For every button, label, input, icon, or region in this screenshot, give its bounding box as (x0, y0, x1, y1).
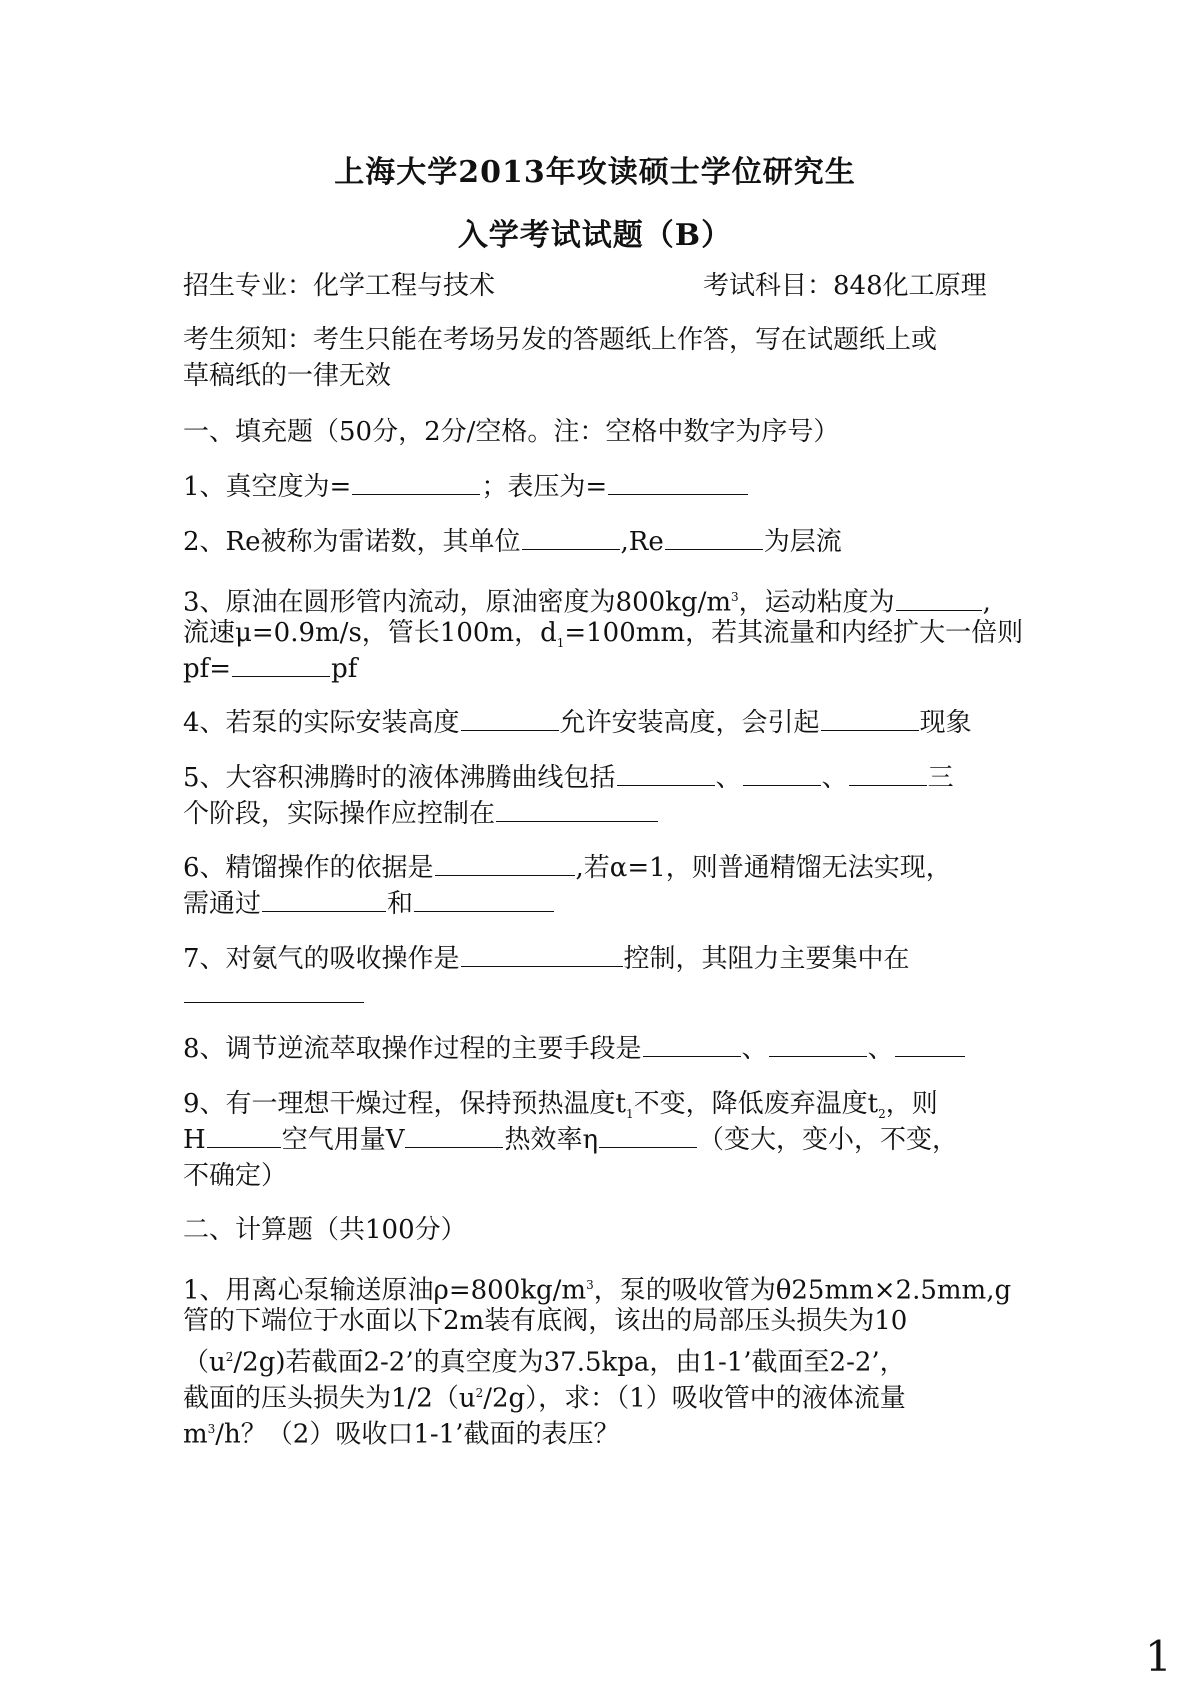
notice-line-2: 草稿纸的一律无效 (183, 361, 392, 391)
answer-blank[interactable] (643, 1032, 741, 1057)
answer-blank[interactable] (769, 1032, 867, 1057)
answer-blank[interactable] (608, 470, 748, 495)
answer-blank[interactable] (232, 652, 330, 677)
question-1-3-line3: pf= pf (183, 654, 358, 684)
answer-blank[interactable] (184, 978, 364, 1003)
answer-blank[interactable] (821, 706, 919, 731)
question-1-6-line1: 6、精馏操作的依据是 ,若α=1，则普通精馏无法实现， (183, 853, 952, 883)
major-label: 招生专业：化学工程与技术 (183, 271, 496, 301)
answer-blank[interactable] (405, 1123, 503, 1148)
calc-question-1-line4: 截面的压头损失为$1/2(u^2/2g)$，求：（1）吸收管中的液体流量 (183, 1383, 906, 1414)
calc-question-1-line1: 1、用离心泵输送原油$\rho=800kg/m^3$，泵的吸收管为θ25mm×2.5mm,g (183, 1275, 1012, 1306)
question-1-5-line1: 5、大容积沸腾时的液体沸腾曲线包括 、 、 三 (183, 763, 954, 793)
question-1-3-line1: 3、原油在圆形管内流动，原油密度为$800kg/m^3$，运动粘度为 , (183, 587, 991, 618)
meta-row (183, 268, 1023, 304)
question-1-7: 7、对氨气的吸收操作是 控制，其阻力主要集中在 (183, 944, 910, 974)
question-1-9-line1: 9、有一理想干燥过程，保持预热温度$t_1$不变，降低废弃温度$t_2$，则 (183, 1089, 938, 1122)
question-1-3-line2: 流速μ=0.9m/s，管长100m，$d_1=100mm$，若其流量和内经扩大一倍则 (183, 618, 1024, 651)
answer-blank[interactable] (435, 851, 575, 876)
answer-blank[interactable] (896, 586, 982, 611)
calc-question-1-line3: $(u^2/2g)$若截面2-2’的真空度为37.5kpa，由1-1’截面至2-2’， (183, 1347, 906, 1378)
subject-label: 考试科目：848化工原理 (703, 271, 987, 301)
answer-blank[interactable] (849, 761, 927, 786)
answer-blank[interactable] (414, 887, 554, 912)
question-1-9-line2: H 空气用量V 热效率η （变大，变小，不变， (183, 1125, 959, 1155)
calc-question-1-line2: 管的下端位于水面以下2m装有底阀，该出的局部压头损失为10 (183, 1306, 908, 1336)
section1-heading: 一、填充题（50分，2分/空格。注：空格中数字为序号） (183, 417, 840, 447)
answer-blank[interactable] (617, 761, 715, 786)
answer-blank[interactable] (522, 525, 620, 550)
answer-blank[interactable] (461, 706, 559, 731)
question-1-1: 1、真空度为= ；表压为= (183, 469, 1023, 505)
question-1-6-line2: 需通过 和 (183, 886, 1023, 922)
exam-title-line2: 入学考试试题（B） (457, 218, 733, 253)
notice-line-1: 考生须知：考生只能在考场另发的答题纸上作答，写在试题纸上或 (183, 325, 938, 355)
answer-blank[interactable] (665, 525, 763, 550)
question-1-8: 8、调节逆流萃取操作过程的主要手段是 、 、 (183, 1031, 1023, 1067)
answer-blank[interactable] (352, 470, 480, 495)
answer-blank[interactable] (496, 797, 658, 822)
page-number: 1 (1145, 1632, 1172, 1681)
question-1-4: 4、若泵的实际安装高度 允许安装高度，会引起 现象 (183, 708, 972, 738)
question-1-2: 2、Re被称为雷诺数，其单位 ,Re 为层流 (183, 527, 842, 557)
calc-question-1-line5: $m^3/h$？（2）吸收口1-1’截面的表压？ (183, 1419, 620, 1450)
answer-blank[interactable] (743, 761, 821, 786)
question-1-5-line2: 个阶段，实际操作应控制在 (183, 796, 1023, 832)
answer-blank[interactable] (461, 942, 623, 967)
question-1-7-line2 (183, 977, 1023, 1013)
answer-blank[interactable] (262, 887, 386, 912)
question-1-9-line3: 不确定） (183, 1161, 288, 1191)
answer-blank[interactable] (599, 1123, 697, 1148)
answer-blank[interactable] (207, 1123, 281, 1148)
section2-heading: 二、计算题（共100分） (183, 1215, 467, 1245)
exam-title-line1: 上海大学2013年攻读硕士学位研究生 (334, 155, 856, 190)
answer-blank[interactable] (895, 1032, 965, 1057)
